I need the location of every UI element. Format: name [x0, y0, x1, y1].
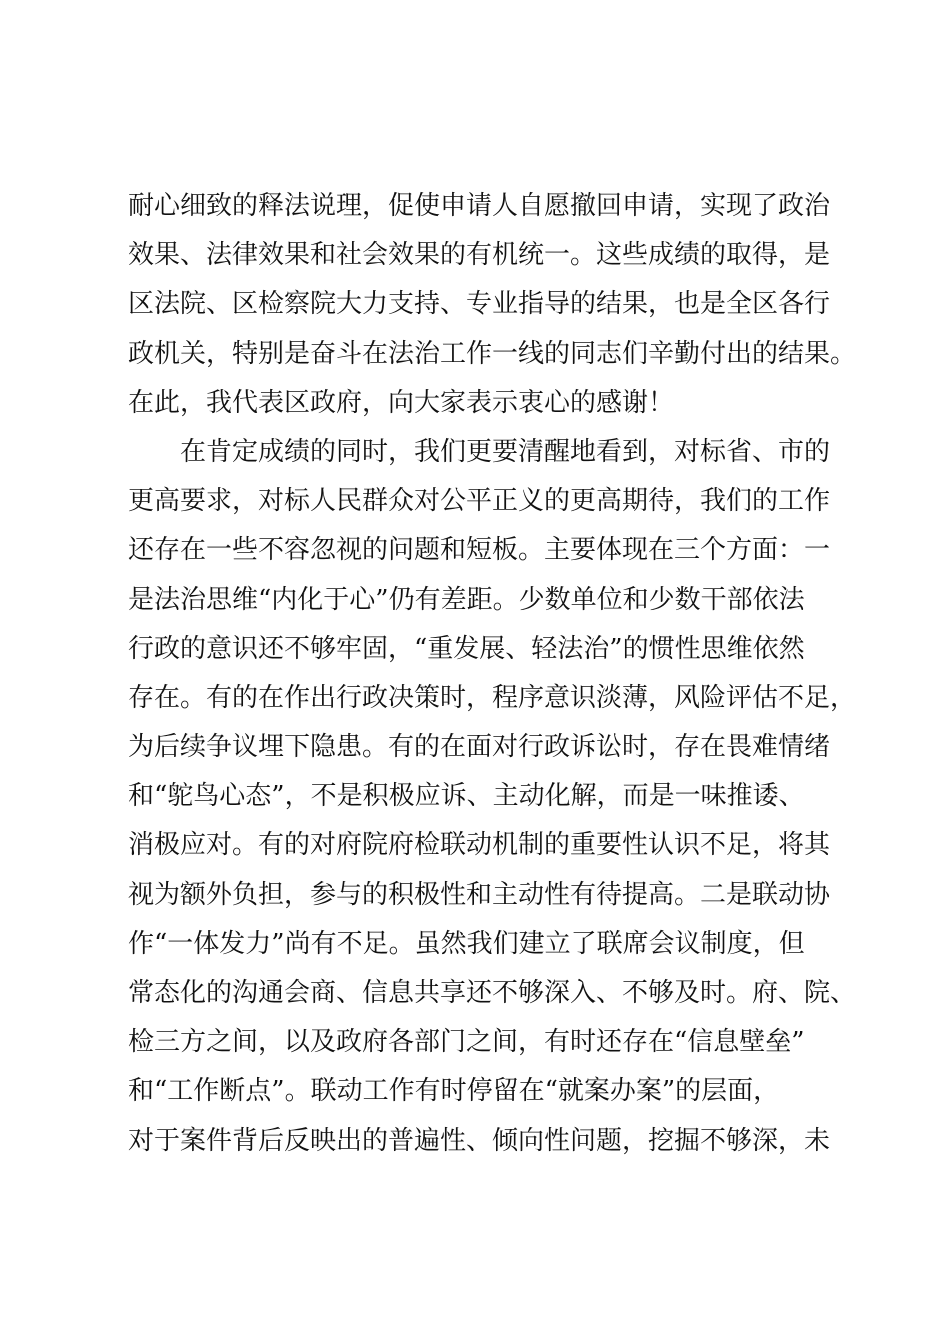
text-line: 更高要求，对标人民群众对公平正义的更高期待，我们的工作	[128, 486, 831, 517]
text-line: 是法治思维“内化于心”仍有差距。少数单位和少数干部依法	[128, 584, 805, 615]
text-line: 和“工作断点”。联动工作有时停留在“就案办案”的层面，	[128, 1076, 780, 1107]
text-line: 效果、法律效果和社会效果的有机统一。这些成绩的取得，是	[128, 240, 831, 271]
text-line: 存在。有的在作出行政决策时，程序意识淡薄，风险评估不足，	[128, 682, 857, 713]
text-line: 区法院、区检察院大力支持、专业指导的结果，也是全区各行	[128, 289, 831, 320]
text-line: 政机关，特别是奋斗在法治工作一线的同志们辛勤付出的结果。	[128, 338, 857, 369]
text-line: 为后续争议埋下隐患。有的在面对行政诉讼时，存在畏难情绪	[128, 732, 831, 763]
text-line: 视为额外负担，参与的积极性和主动性有待提高。二是联动协	[128, 879, 831, 910]
text-line: 常态化的沟通会商、信息共享还不够深入、不够及时。府、院、	[128, 978, 857, 1008]
text-line: 耐心细致的释法说理，促使申请人自愿撤回申请，实现了政治	[128, 191, 831, 221]
body-text	[128, 186, 857, 1170]
text-line: 和“鸵鸟心态”，不是积极应诉、主动化解，而是一味推诿、	[128, 781, 805, 812]
paragraph-start-line: 在肯定成绩的同时，我们更要清醒地看到，对标省、市的	[180, 436, 831, 467]
text-line: 对于案件背后反映出的普遍性、倾向性问题，挖掘不够深，未	[128, 1125, 831, 1156]
text-line: 还存在一些不容忽视的问题和短板。主要体现在三个方面：一	[128, 535, 831, 566]
text-line: 行政的意识还不够牢固，“重发展、轻法治”的惯性思维依然	[128, 633, 805, 664]
text-line: 在此，我代表区政府，向大家表示衷心的感谢！	[128, 387, 675, 418]
text-line: 检三方之间，以及政府各部门之间，有时还存在“信息壁垒”	[128, 1027, 805, 1058]
text-line: 消极应对。有的对府院府检联动机制的重要性认识不足，将其	[128, 830, 831, 861]
text-line: 作“一体发力”尚有不足。虽然我们建立了联席会议制度，但	[128, 928, 805, 959]
